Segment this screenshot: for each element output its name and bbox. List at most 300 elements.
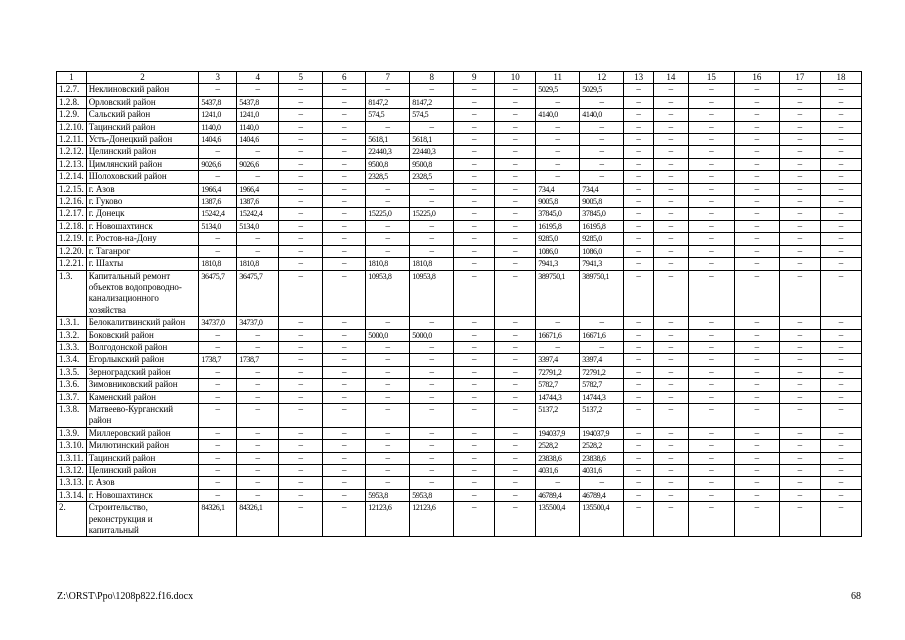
- value-cell: 3397,4: [580, 354, 624, 366]
- value-cell: 2528,2: [536, 440, 580, 452]
- value-cell: –: [237, 341, 279, 353]
- value-cell: –: [495, 452, 536, 464]
- value-cell: –: [199, 245, 237, 257]
- row-number-cell: 1.2.20.: [57, 245, 87, 257]
- value-cell: –: [454, 477, 495, 489]
- row-name-cell: г. Азов: [86, 477, 199, 489]
- value-cell: 37845,0: [536, 208, 580, 220]
- value-cell: –: [237, 146, 279, 158]
- value-cell: –: [688, 477, 734, 489]
- value-cell: –: [820, 354, 861, 366]
- value-cell: –: [279, 158, 323, 170]
- row-number-cell: 1.2.19.: [57, 233, 87, 245]
- value-cell: –: [779, 196, 820, 208]
- value-cell: 1140,0: [199, 121, 237, 133]
- value-cell: –: [653, 354, 688, 366]
- value-cell: –: [688, 329, 734, 341]
- value-cell: –: [410, 233, 454, 245]
- value-cell: –: [536, 317, 580, 329]
- value-cell: 389750,1: [580, 270, 624, 317]
- row-number-cell: 1.2.17.: [57, 208, 87, 220]
- value-cell: –: [323, 109, 366, 121]
- value-cell: 4140,0: [536, 109, 580, 121]
- column-header-cell: 5: [279, 72, 323, 84]
- value-cell: –: [734, 427, 779, 439]
- value-cell: 5437,8: [199, 96, 237, 108]
- value-cell: 8147,2: [410, 96, 454, 108]
- value-cell: –: [199, 341, 237, 353]
- value-cell: –: [410, 403, 454, 427]
- value-cell: –: [495, 220, 536, 232]
- value-cell: –: [495, 317, 536, 329]
- value-cell: 46789,4: [580, 489, 624, 501]
- value-cell: –: [580, 317, 624, 329]
- column-header-cell: 13: [624, 72, 654, 84]
- table-row: [57, 403, 862, 427]
- value-cell: –: [580, 171, 624, 183]
- value-cell: –: [237, 477, 279, 489]
- value-cell: –: [279, 220, 323, 232]
- value-cell: –: [820, 440, 861, 452]
- row-name-cell: Тацинский район: [86, 121, 199, 133]
- value-cell: –: [688, 427, 734, 439]
- value-cell: –: [820, 84, 861, 96]
- value-cell: 10953,8: [366, 270, 410, 317]
- value-cell: –: [237, 452, 279, 464]
- value-cell: –: [653, 121, 688, 133]
- table-row: [57, 84, 862, 96]
- row-number-cell: 1.2.8.: [57, 96, 87, 108]
- value-cell: –: [279, 146, 323, 158]
- value-cell: –: [279, 208, 323, 220]
- value-cell: –: [279, 171, 323, 183]
- value-cell: –: [734, 440, 779, 452]
- value-cell: 1086,0: [580, 245, 624, 257]
- value-cell: 9005,8: [580, 196, 624, 208]
- value-cell: –: [495, 134, 536, 146]
- value-cell: 14744,3: [580, 391, 624, 403]
- value-cell: –: [536, 477, 580, 489]
- row-number-cell: 1.3.3.: [57, 341, 87, 353]
- value-cell: –: [624, 452, 654, 464]
- row-number-cell: 1.2.21.: [57, 258, 87, 270]
- table-row: [57, 233, 862, 245]
- value-cell: 14744,3: [536, 391, 580, 403]
- value-cell: –: [410, 121, 454, 133]
- value-cell: –: [624, 317, 654, 329]
- value-cell: –: [454, 440, 495, 452]
- row-name-cell: Каменский район: [86, 391, 199, 403]
- column-header-cell: 4: [237, 72, 279, 84]
- value-cell: –: [323, 329, 366, 341]
- value-cell: –: [454, 84, 495, 96]
- value-cell: 5437,8: [237, 96, 279, 108]
- value-cell: 1404,6: [237, 134, 279, 146]
- value-cell: –: [734, 270, 779, 317]
- row-name-cell: Милютинский район: [86, 440, 199, 452]
- value-cell: –: [495, 477, 536, 489]
- value-cell: –: [410, 341, 454, 353]
- value-cell: –: [454, 452, 495, 464]
- value-cell: –: [779, 146, 820, 158]
- value-cell: 9285,0: [536, 233, 580, 245]
- value-cell: –: [779, 440, 820, 452]
- value-cell: –: [495, 270, 536, 317]
- value-cell: –: [237, 489, 279, 501]
- value-cell: 16195,8: [580, 220, 624, 232]
- value-cell: –: [688, 171, 734, 183]
- table-row: [57, 183, 862, 195]
- table-row: [57, 258, 862, 270]
- value-cell: –: [495, 366, 536, 378]
- value-cell: –: [779, 121, 820, 133]
- value-cell: –: [820, 502, 861, 537]
- column-header-cell: 10: [495, 72, 536, 84]
- value-cell: –: [454, 158, 495, 170]
- table-row: [57, 171, 862, 183]
- value-cell: –: [323, 183, 366, 195]
- value-cell: 15225,0: [410, 208, 454, 220]
- value-cell: –: [454, 341, 495, 353]
- value-cell: –: [820, 245, 861, 257]
- value-cell: –: [495, 341, 536, 353]
- value-cell: –: [734, 196, 779, 208]
- value-cell: –: [366, 403, 410, 427]
- value-cell: 72791,2: [580, 366, 624, 378]
- value-cell: –: [688, 109, 734, 121]
- row-name-cell: Усть-Донецкий район: [86, 134, 199, 146]
- value-cell: –: [624, 183, 654, 195]
- value-cell: –: [279, 109, 323, 121]
- value-cell: 9026,6: [237, 158, 279, 170]
- value-cell: –: [323, 391, 366, 403]
- value-cell: 16195,8: [536, 220, 580, 232]
- value-cell: –: [779, 477, 820, 489]
- value-cell: –: [279, 329, 323, 341]
- value-cell: –: [495, 233, 536, 245]
- value-cell: –: [653, 403, 688, 427]
- value-cell: –: [734, 96, 779, 108]
- row-name-cell: г. Азов: [86, 183, 199, 195]
- value-cell: –: [624, 465, 654, 477]
- row-name-cell: г. Шахты: [86, 258, 199, 270]
- value-cell: –: [779, 84, 820, 96]
- value-cell: –: [779, 208, 820, 220]
- value-cell: –: [495, 465, 536, 477]
- value-cell: –: [624, 220, 654, 232]
- value-cell: –: [820, 121, 861, 133]
- value-cell: –: [779, 329, 820, 341]
- value-cell: –: [454, 317, 495, 329]
- value-cell: –: [495, 183, 536, 195]
- value-cell: –: [410, 84, 454, 96]
- value-cell: –: [279, 183, 323, 195]
- value-cell: –: [624, 245, 654, 257]
- value-cell: –: [366, 440, 410, 452]
- value-cell: 5953,8: [410, 489, 454, 501]
- value-cell: –: [366, 196, 410, 208]
- value-cell: –: [688, 96, 734, 108]
- value-cell: –: [410, 465, 454, 477]
- value-cell: –: [734, 379, 779, 391]
- value-cell: –: [237, 245, 279, 257]
- value-cell: –: [323, 208, 366, 220]
- value-cell: 5137,2: [536, 403, 580, 427]
- row-name-cell: Зерноградский район: [86, 366, 199, 378]
- footer-file-path: Z:\ORST\Ppo\1208p822.f16.docx: [57, 591, 194, 602]
- row-name-cell: Сальский район: [86, 109, 199, 121]
- value-cell: 46789,4: [536, 489, 580, 501]
- table-row: [57, 109, 862, 121]
- value-cell: –: [653, 109, 688, 121]
- value-cell: –: [323, 366, 366, 378]
- value-cell: –: [454, 329, 495, 341]
- table-row: [57, 502, 862, 537]
- value-cell: –: [323, 477, 366, 489]
- value-cell: –: [237, 427, 279, 439]
- value-cell: –: [279, 379, 323, 391]
- value-cell: –: [820, 183, 861, 195]
- value-cell: –: [536, 121, 580, 133]
- value-cell: –: [820, 317, 861, 329]
- value-cell: –: [653, 341, 688, 353]
- value-cell: –: [366, 84, 410, 96]
- value-cell: –: [199, 391, 237, 403]
- value-cell: –: [279, 245, 323, 257]
- value-cell: –: [410, 440, 454, 452]
- value-cell: –: [624, 270, 654, 317]
- value-cell: –: [495, 403, 536, 427]
- value-cell: –: [820, 208, 861, 220]
- value-cell: –: [199, 452, 237, 464]
- value-cell: 1241,0: [237, 109, 279, 121]
- value-cell: 1810,8: [410, 258, 454, 270]
- row-number-cell: 1.2.10.: [57, 121, 87, 133]
- value-cell: –: [820, 329, 861, 341]
- value-cell: –: [279, 84, 323, 96]
- value-cell: 15225,0: [366, 208, 410, 220]
- value-cell: –: [734, 245, 779, 257]
- value-cell: –: [734, 109, 779, 121]
- value-cell: –: [779, 391, 820, 403]
- value-cell: –: [688, 158, 734, 170]
- value-cell: –: [323, 96, 366, 108]
- value-cell: –: [199, 146, 237, 158]
- value-cell: –: [653, 427, 688, 439]
- value-cell: –: [495, 391, 536, 403]
- value-cell: 2528,2: [580, 440, 624, 452]
- value-cell: 5618,1: [410, 134, 454, 146]
- value-cell: 10953,8: [410, 270, 454, 317]
- value-cell: –: [734, 391, 779, 403]
- row-name-cell: г. Донецк: [86, 208, 199, 220]
- value-cell: –: [580, 341, 624, 353]
- value-cell: –: [688, 317, 734, 329]
- value-cell: –: [495, 354, 536, 366]
- value-cell: –: [536, 134, 580, 146]
- value-cell: 84326,1: [199, 502, 237, 537]
- table-row: [57, 96, 862, 108]
- value-cell: –: [734, 403, 779, 427]
- value-cell: 8147,2: [366, 96, 410, 108]
- value-cell: –: [624, 121, 654, 133]
- value-cell: 574,5: [366, 109, 410, 121]
- value-cell: –: [199, 465, 237, 477]
- value-cell: –: [366, 121, 410, 133]
- value-cell: 12123,6: [366, 502, 410, 537]
- value-cell: –: [410, 245, 454, 257]
- value-cell: –: [734, 134, 779, 146]
- value-cell: –: [688, 121, 734, 133]
- value-cell: 9500,8: [366, 158, 410, 170]
- value-cell: –: [495, 158, 536, 170]
- value-cell: –: [653, 317, 688, 329]
- value-cell: –: [536, 341, 580, 353]
- value-cell: –: [688, 183, 734, 195]
- value-cell: 135500,4: [536, 502, 580, 537]
- value-cell: –: [653, 183, 688, 195]
- value-cell: –: [323, 502, 366, 537]
- value-cell: –: [653, 84, 688, 96]
- row-number-cell: 1.3.9.: [57, 427, 87, 439]
- value-cell: –: [454, 270, 495, 317]
- value-cell: –: [454, 258, 495, 270]
- data-table: [56, 71, 862, 537]
- value-cell: 734,4: [580, 183, 624, 195]
- value-cell: –: [820, 158, 861, 170]
- value-cell: –: [410, 379, 454, 391]
- row-name-cell: Тацинский район: [86, 452, 199, 464]
- value-cell: 194037,9: [580, 427, 624, 439]
- value-cell: –: [734, 84, 779, 96]
- value-cell: –: [454, 109, 495, 121]
- value-cell: –: [454, 489, 495, 501]
- value-cell: –: [653, 477, 688, 489]
- value-cell: –: [279, 233, 323, 245]
- value-cell: –: [323, 121, 366, 133]
- value-cell: 1387,6: [199, 196, 237, 208]
- value-cell: –: [624, 489, 654, 501]
- value-cell: 12123,6: [410, 502, 454, 537]
- value-cell: –: [323, 427, 366, 439]
- value-cell: –: [323, 171, 366, 183]
- value-cell: –: [734, 502, 779, 537]
- value-cell: –: [624, 391, 654, 403]
- value-cell: –: [199, 440, 237, 452]
- row-name-cell: г. Ростов-на-Дону: [86, 233, 199, 245]
- value-cell: –: [366, 452, 410, 464]
- row-number-cell: 1.3.13.: [57, 477, 87, 489]
- column-header-cell: 18: [820, 72, 861, 84]
- value-cell: –: [653, 208, 688, 220]
- column-header-cell: 16: [734, 72, 779, 84]
- column-header-cell: 6: [323, 72, 366, 84]
- value-cell: –: [237, 391, 279, 403]
- value-cell: –: [624, 427, 654, 439]
- value-cell: –: [653, 489, 688, 501]
- value-cell: –: [624, 329, 654, 341]
- value-cell: –: [410, 366, 454, 378]
- table-row: [57, 146, 862, 158]
- row-name-cell: Матвеево-Курганский район: [86, 403, 199, 427]
- table-row: [57, 452, 862, 464]
- table-row: [57, 196, 862, 208]
- row-number-cell: 2.: [57, 502, 87, 537]
- table-row: [57, 134, 862, 146]
- value-cell: –: [237, 329, 279, 341]
- value-cell: 5782,7: [580, 379, 624, 391]
- table-row: [57, 329, 862, 341]
- value-cell: –: [323, 158, 366, 170]
- value-cell: –: [688, 233, 734, 245]
- table-row: [57, 465, 862, 477]
- row-number-cell: 1.2.12.: [57, 146, 87, 158]
- value-cell: –: [410, 354, 454, 366]
- value-cell: 72791,2: [536, 366, 580, 378]
- value-cell: –: [454, 171, 495, 183]
- value-cell: –: [688, 196, 734, 208]
- value-cell: –: [279, 391, 323, 403]
- table-row: [57, 245, 862, 257]
- value-cell: –: [366, 220, 410, 232]
- value-cell: –: [779, 171, 820, 183]
- value-cell: –: [820, 341, 861, 353]
- value-cell: 23838,6: [536, 452, 580, 464]
- value-cell: –: [580, 158, 624, 170]
- value-cell: –: [536, 146, 580, 158]
- value-cell: –: [688, 258, 734, 270]
- value-cell: 1966,4: [237, 183, 279, 195]
- value-cell: –: [199, 489, 237, 501]
- value-cell: 16671,6: [580, 329, 624, 341]
- value-cell: –: [734, 208, 779, 220]
- row-name-cell: Цимлянский район: [86, 158, 199, 170]
- value-cell: –: [653, 452, 688, 464]
- value-cell: –: [454, 245, 495, 257]
- value-cell: –: [734, 158, 779, 170]
- value-cell: 5953,8: [366, 489, 410, 501]
- row-name-cell: Целинский район: [86, 465, 199, 477]
- value-cell: 1086,0: [536, 245, 580, 257]
- value-cell: –: [779, 452, 820, 464]
- value-cell: –: [734, 354, 779, 366]
- value-cell: –: [580, 121, 624, 133]
- value-cell: –: [366, 427, 410, 439]
- value-cell: –: [688, 391, 734, 403]
- value-cell: 36475,7: [199, 270, 237, 317]
- value-cell: –: [366, 391, 410, 403]
- column-header-cell: 2: [86, 72, 199, 84]
- value-cell: 1738,7: [237, 354, 279, 366]
- value-cell: –: [779, 134, 820, 146]
- value-cell: –: [820, 196, 861, 208]
- value-cell: –: [688, 366, 734, 378]
- value-cell: –: [279, 317, 323, 329]
- value-cell: 1810,8: [199, 258, 237, 270]
- row-number-cell: 1.3.: [57, 270, 87, 317]
- value-cell: –: [410, 391, 454, 403]
- value-cell: –: [688, 341, 734, 353]
- value-cell: –: [820, 403, 861, 427]
- table-row: [57, 379, 862, 391]
- value-cell: –: [410, 427, 454, 439]
- value-cell: 1738,7: [199, 354, 237, 366]
- value-cell: –: [366, 366, 410, 378]
- value-cell: –: [454, 134, 495, 146]
- value-cell: 1966,4: [199, 183, 237, 195]
- value-cell: –: [779, 427, 820, 439]
- value-cell: –: [624, 258, 654, 270]
